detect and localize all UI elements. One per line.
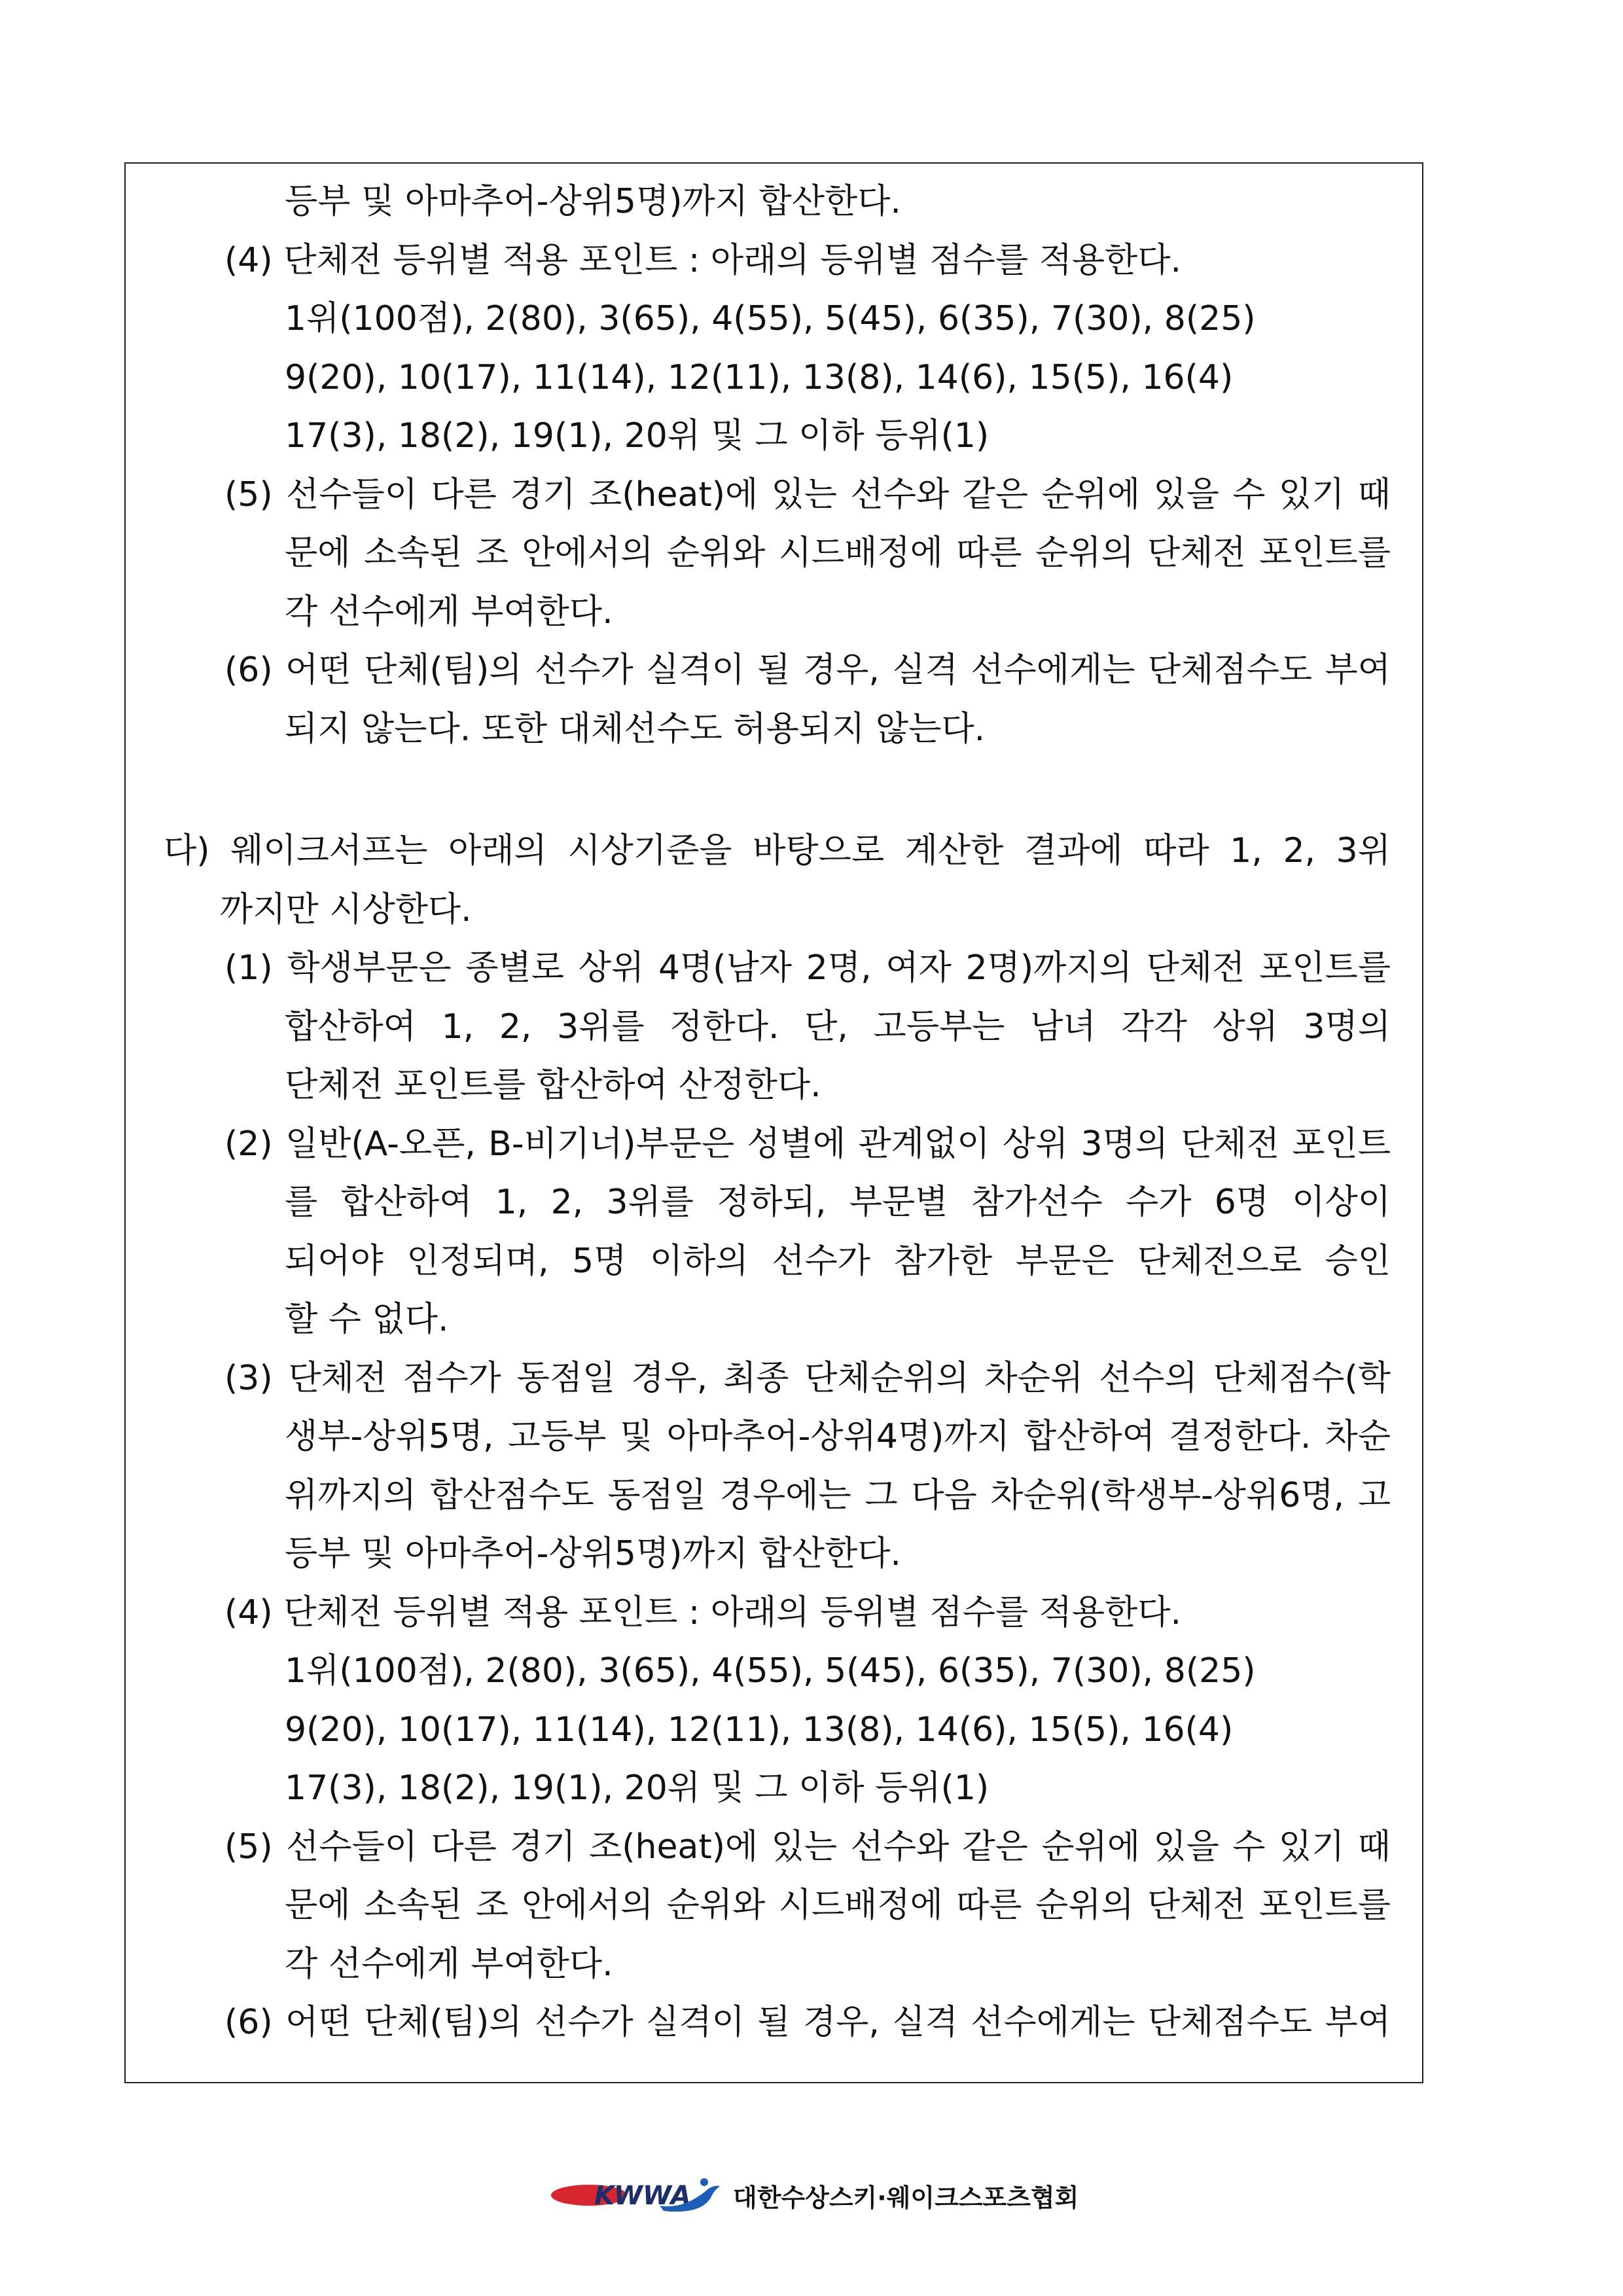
text-line: 1위(100점), 2(80), 3(65), 4(55), 5(45), 6(35), 7(30), 8(25) xyxy=(285,299,1256,338)
organization-name: 대한수상스키·웨이크스포츠협회 xyxy=(733,2183,1079,2212)
text-line: 를 합산하여 1, 2, 3위를 정하되, 부문별 참가선수 수가 6명 이상이 xyxy=(285,1183,1391,1222)
text-line: 합산하여 1, 2, 3위를 정한다. 단, 고등부는 남녀 각각 상위 3명의 xyxy=(285,1007,1391,1047)
logo-rider-icon xyxy=(700,2178,708,2186)
text-line: 다) 웨이크서프는 아래의 시상기준을 바탕으로 계산한 결과에 따라 1, 2, 3위 xyxy=(164,831,1391,870)
kwwa-logo xyxy=(548,2172,732,2224)
text-line: 1위(100점), 2(80), 3(65), 4(55), 5(45), 6(35), 7(30), 8(25) xyxy=(285,1651,1256,1691)
text-line: 단체전 포인트를 합산하여 산정한다. xyxy=(285,1066,821,1105)
text-line: 등부 및 아마추어-상위5명)까지 합산한다. xyxy=(285,1534,901,1573)
text-line: 위까지의 합산점수도 동점일 경우에는 그 다음 차순위(학생부-상위6명, 고 xyxy=(285,1475,1391,1515)
text-line: (5) 선수들이 다른 경기 조(heat)에 있는 선수와 같은 순위에 있을 수 있기 때 xyxy=(224,475,1391,514)
text-line: 되지 않는다. 또한 대체선수도 허용되지 않는다. xyxy=(285,709,986,749)
text-line: (6) 어떤 단체(팀)의 선수가 실격이 될 경우, 실격 선수에게는 단체점수도 부여 xyxy=(224,2003,1391,2042)
text-line: 각 선수에게 부여한다. xyxy=(285,592,613,632)
text-line: 할 수 없다. xyxy=(285,1300,449,1339)
text-line: (6) 어떤 단체(팀)의 선수가 실격이 될 경우, 실격 선수에게는 단체점수도 부여 xyxy=(224,651,1391,690)
text-line: (1) 학생부문은 종별로 상위 4명(남자 2명, 여자 2명)까지의 단체전 포인트를 xyxy=(224,948,1391,988)
text-line: 17(3), 18(2), 19(1), 20위 및 그 이하 등위(1) xyxy=(285,1768,990,1808)
footer xyxy=(548,2172,1085,2224)
text-line: 각 선수에게 부여한다. xyxy=(285,1944,613,1984)
text-line: 9(20), 10(17), 11(14), 12(11), 13(8), 14(6), 15(5), 16(4) xyxy=(285,357,1234,397)
text-line: 문에 소속된 조 안에서의 순위와 시드배정에 따른 순위의 단체전 포인트를 xyxy=(285,1886,1391,1925)
text-line: 생부-상위5명, 고등부 및 아마추어-상위4명)까지 합산하여 결정한다. 차순 xyxy=(285,1417,1391,1456)
text-line: (5) 선수들이 다른 경기 조(heat)에 있는 선수와 같은 순위에 있을 수 있기 때 xyxy=(224,1827,1391,1867)
logo-text: KWWA xyxy=(594,2181,691,2211)
text-line: (4) 단체전 등위별 적용 포인트 : 아래의 등위별 점수를 적용한다. xyxy=(224,1592,1182,1632)
text-line: 되어야 인정되며, 5명 이하의 선수가 참가한 부문은 단체전으로 승인 xyxy=(285,1241,1391,1281)
text-line: 까지만 시상한다. xyxy=(220,889,472,929)
text-line: 17(3), 18(2), 19(1), 20위 및 그 이하 등위(1) xyxy=(285,416,990,456)
text-line: (3) 단체전 점수가 동점일 경우, 최종 단체순위의 차순위 선수의 단체점수(학 xyxy=(224,1358,1391,1398)
text-line: (2) 일반(A-오픈, B-비기너)부문은 성별에 관계없이 상위 3명의 단체전 포인트 xyxy=(224,1124,1391,1164)
text-line: 문에 소속된 조 안에서의 순위와 시드배정에 따른 순위의 단체전 포인트를 xyxy=(285,533,1391,573)
text-line: 9(20), 10(17), 11(14), 12(11), 13(8), 14(6), 15(5), 16(4) xyxy=(285,1710,1234,1749)
text-line: (4) 단체전 등위별 적용 포인트 : 아래의 등위별 점수를 적용한다. xyxy=(224,240,1182,280)
text-line: 등부 및 아마추어-상위5명)까지 합산한다. xyxy=(285,182,901,221)
